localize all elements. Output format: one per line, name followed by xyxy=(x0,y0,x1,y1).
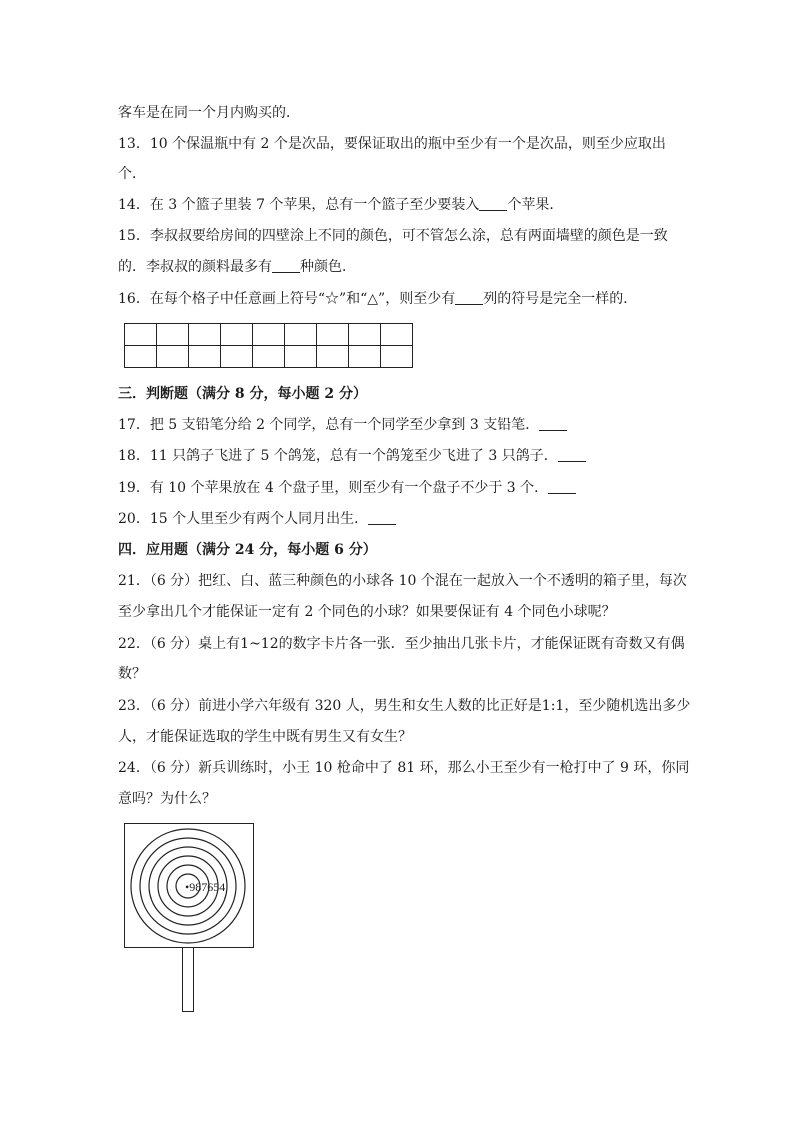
question-16-text-end: 列的符号是完全一样的． xyxy=(483,291,638,307)
continued-text: 客车是在同一个月内购买的． xyxy=(118,105,300,121)
answer-blank[interactable] xyxy=(272,258,300,273)
grid-cell[interactable] xyxy=(285,346,317,368)
question-13-line1: 13．10 个保温瓶中有 2 个是次品，要保证取出的瓶中至少有一个是次品，则至少应取出 xyxy=(118,136,666,152)
grid-cell[interactable] xyxy=(125,324,157,346)
question-20-text: 20．15 个人里至少有两个人同月出生． xyxy=(118,511,369,527)
grid-cell[interactable] xyxy=(221,324,253,346)
grid-cell[interactable] xyxy=(317,324,349,346)
grid-cell[interactable] xyxy=(221,346,253,368)
question-21-line2: 至少拿出几个才能保证一定有 2 个同色的小球？如果要保证有 4 个同色小球呢？ xyxy=(118,604,616,620)
answer-blank[interactable] xyxy=(368,510,396,525)
answer-blank[interactable] xyxy=(455,290,483,305)
grid-cell[interactable] xyxy=(381,346,413,368)
question-22-line2: 数？ xyxy=(118,666,146,682)
question-17-text: 17．把 5 支铅笔分给 2 个同学，总有一个同学至少拿到 3 支铅笔． xyxy=(118,417,540,433)
ring-labels: •987654 xyxy=(185,880,226,894)
shooting-target-board xyxy=(124,823,254,948)
grid-cell[interactable] xyxy=(253,324,285,346)
question-15-text: 的．李叔叔的颜料最多有 xyxy=(118,259,272,275)
grid-cell[interactable] xyxy=(317,346,349,368)
grid-cell[interactable] xyxy=(253,346,285,368)
question-13-line2: 个． xyxy=(118,166,146,182)
grid-cell[interactable] xyxy=(157,346,189,368)
question-15-text-end: 种颜色． xyxy=(300,259,356,275)
answer-blank[interactable] xyxy=(558,447,586,462)
question-15-line2 xyxy=(118,257,356,277)
grid-row xyxy=(125,346,413,368)
question-14-text: 14．在 3 个篮子里装 7 个苹果，总有一个篮子至少要装入 xyxy=(118,197,480,213)
grid-cell[interactable] xyxy=(381,324,413,346)
section-4-heading: 四．应用题（满分 24 分，每小题 6 分） xyxy=(118,542,377,558)
question-20 xyxy=(118,509,396,529)
target-rings xyxy=(125,824,255,949)
question-23-line2: 人，才能保证选取的学生中既有男生又有女生？ xyxy=(118,729,412,745)
question-23-line1: 23．（6 分）前进小学六年级有 320 人，男生和女生人数的比正好是1:1，至少随机选出多少 xyxy=(118,698,691,714)
grid-cell[interactable] xyxy=(349,346,381,368)
question-18-text: 18．11 只鸽子飞进了 5 个鸽笼，总有一个鸽笼至少飞进了 3 只鸽子． xyxy=(118,448,558,464)
question-15-line1: 15．李叔叔要给房间的四壁涂上不同的颜色，可不管怎么涂，总有两面墙壁的颜色是一致 xyxy=(118,228,668,244)
question-14-text-end: 个苹果． xyxy=(507,197,564,213)
target-stand-pole xyxy=(182,947,194,1012)
question-24-line2: 意吗？为什么？ xyxy=(118,791,216,807)
grid-row xyxy=(125,324,413,346)
question-17 xyxy=(118,415,567,435)
grid-cell[interactable] xyxy=(189,346,221,368)
question-19-text: 19．有 10 个苹果放在 4 个盘子里，则至少有一个盘子不少于 3 个． xyxy=(118,480,549,496)
section-3-heading: 三．判断题（满分 8 分，每小题 2 分） xyxy=(118,386,367,402)
answer-blank[interactable] xyxy=(548,479,576,494)
answer-blank[interactable] xyxy=(479,196,507,211)
grid-cell[interactable] xyxy=(349,324,381,346)
answer-blank[interactable] xyxy=(539,416,567,431)
grid-cell[interactable] xyxy=(125,346,157,368)
question-24-line1: 24．（6 分）新兵训练时，小王 10 枪命中了 81 环，那么小王至少有一枪打中了 9 环，你同 xyxy=(118,760,690,776)
grid-cell[interactable] xyxy=(189,324,221,346)
question-16-text: 16．在每个格子中任意画上符号“☆”和“△”，则至少有 xyxy=(118,291,456,307)
question-21-line1: 21．（6 分）把红、白、蓝三种颜色的小球各 10 个混在一起放入一个不透明的箱子里，每次 xyxy=(118,573,687,589)
question-22-line1: 22．（6 分）桌上有1~12的数字卡片各一张．至少抽出几张卡片，才能保证既有奇数又有偶 xyxy=(118,636,685,652)
question-19 xyxy=(118,478,576,498)
question-18 xyxy=(118,446,586,466)
symbol-grid xyxy=(124,323,413,368)
question-16 xyxy=(118,289,637,309)
question-14 xyxy=(118,195,563,215)
grid-cell[interactable] xyxy=(285,324,317,346)
grid-cell[interactable] xyxy=(157,324,189,346)
